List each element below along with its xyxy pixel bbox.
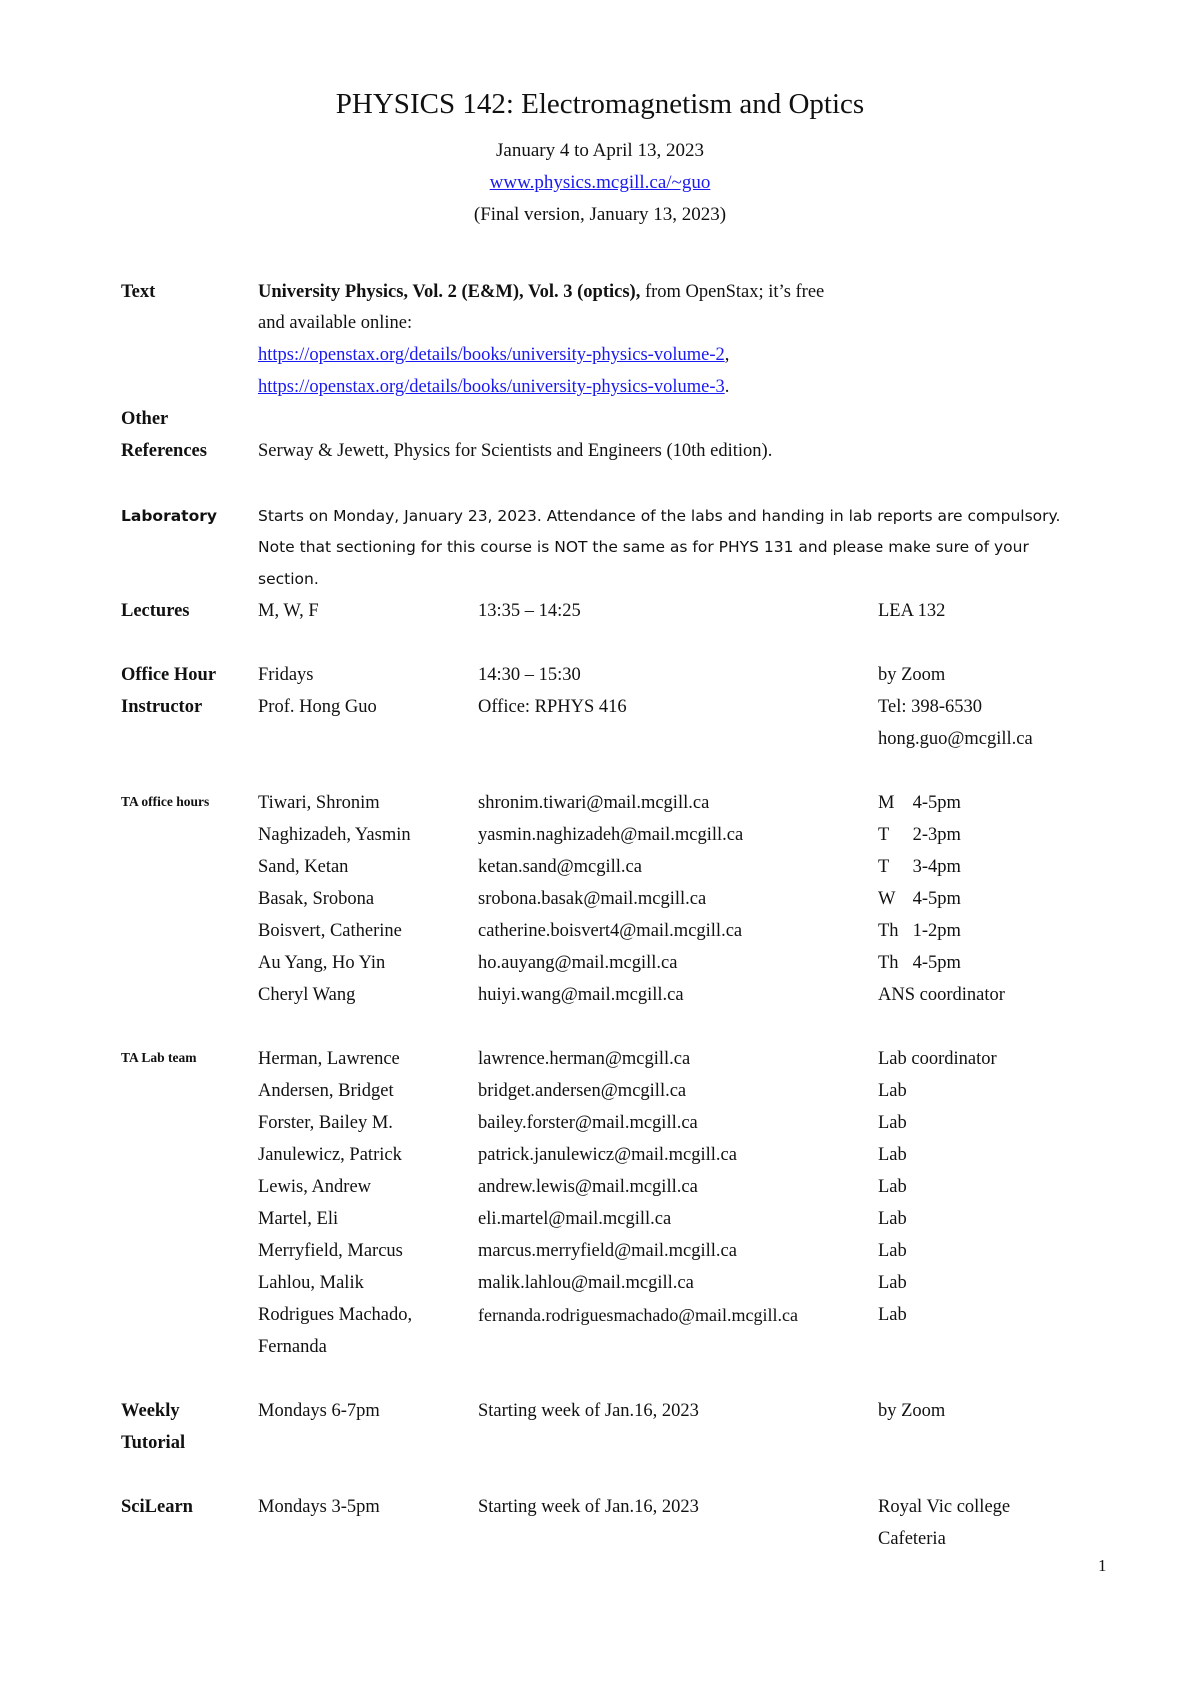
lab-ta-name: Rodrigues Machado, — [258, 1305, 413, 1325]
ta-hours: T 2-3pm — [878, 825, 961, 845]
openstax-vol3-link[interactable]: https://openstax.org/details/books/university-physics-volume-3 — [258, 377, 725, 397]
tutorial-where: by Zoom — [878, 1401, 946, 1421]
ta-name: Sand, Ketan — [258, 857, 349, 877]
lab-ta-email: marcus.merryfield@mail.mcgill.ca — [478, 1241, 737, 1261]
page-title: PHYSICS 142: Electromagnetism and Optics — [335, 88, 865, 120]
textbook-line-2: and available online: — [258, 313, 413, 333]
lab-ta-role: Lab — [878, 1273, 907, 1293]
lab-ta-email: fernanda.rodriguesmachado@mail.mcgill.ca — [478, 1305, 798, 1325]
ta-name: Naghizadeh, Yasmin — [258, 825, 411, 845]
text-label: Text — [121, 282, 156, 302]
office-hour-days: Fridays — [258, 665, 314, 685]
instructor-tel: Tel: 398-6530 — [878, 697, 983, 717]
instructor-office: Office: RPHYS 416 — [478, 697, 627, 717]
ta-role: ANS coordinator — [878, 985, 1005, 1005]
office-hour-where: by Zoom — [878, 665, 946, 685]
ta-email: catherine.boisvert4@mail.mcgill.ca — [478, 921, 743, 941]
office-hour-time: 14:30 – 15:30 — [478, 665, 581, 685]
ta-hours: W 4-5pm — [878, 889, 961, 909]
laboratory-line-2: Note that sectioning for this course is NOT the same as for PHYS 131 and please make sure of your — [258, 538, 1029, 556]
lab-ta-email: andrew.lewis@mail.mcgill.ca — [478, 1177, 698, 1197]
laboratory-label: Laboratory — [121, 507, 217, 525]
ta-hours: Th 4-5pm — [878, 953, 961, 973]
lab-ta-role: Lab — [878, 1305, 907, 1325]
scilearn-when: Mondays 3-5pm — [258, 1497, 380, 1517]
lab-ta-email: malik.lahlou@mail.mcgill.ca — [478, 1273, 694, 1293]
office-hour-label: Office Hour — [121, 665, 217, 685]
ta-hours: T 3-4pm — [878, 857, 961, 877]
tutorial-when: Mondays 6-7pm — [258, 1401, 380, 1421]
ta-hours: Th 1-2pm — [878, 921, 961, 941]
textbook-line: University Physics, Vol. 2 (E&M), Vol. 3 (optics), from OpenStax; it’s free — [258, 282, 825, 302]
lab-ta-email: patrick.janulewicz@mail.mcgill.ca — [478, 1145, 737, 1165]
lab-ta-name: Lahlou, Malik — [258, 1273, 364, 1293]
lab-ta-role: Lab — [878, 1113, 907, 1133]
ta-hours: M 4-5pm — [878, 793, 961, 813]
ta-email: ketan.sand@mcgill.ca — [478, 857, 642, 877]
lab-ta-email: bailey.forster@mail.mcgill.ca — [478, 1113, 698, 1133]
openstax-vol2-link[interactable]: https://openstax.org/details/books/university-physics-volume-2 — [258, 345, 725, 365]
lab-ta-name: Forster, Bailey M. — [258, 1113, 393, 1133]
lectures-label: Lectures — [121, 601, 190, 621]
laboratory-line-1: Starts on Monday, January 23, 2023. Attendance of the labs and handing in lab reports are compulsory. — [258, 507, 1061, 525]
textbook-title: University Physics, Vol. 2 (E&M), Vol. 3 (optics), — [258, 282, 641, 302]
ta-email: yasmin.naghizadeh@mail.mcgill.ca — [478, 825, 744, 845]
ta-email: shronim.tiwari@mail.mcgill.ca — [478, 793, 710, 813]
lab-ta-name: Janulewicz, Patrick — [258, 1145, 402, 1165]
other-label: Other — [121, 409, 169, 429]
ta-office-hours-label: TA office hours — [121, 794, 210, 809]
ta-email: srobona.basak@mail.mcgill.ca — [478, 889, 707, 909]
lectures-time: 13:35 – 14:25 — [478, 601, 581, 621]
laboratory-line-3: section. — [258, 570, 319, 588]
lectures-days: M, W, F — [258, 601, 319, 621]
lab-ta-role: Lab — [878, 1241, 907, 1261]
lab-ta-role: Lab — [878, 1209, 907, 1229]
lab-ta-role: Lab — [878, 1081, 907, 1101]
ta-name: Tiwari, Shronim — [258, 793, 380, 813]
lab-ta-name: Merryfield, Marcus — [258, 1241, 403, 1261]
lab-ta-role: Lab coordinator — [878, 1049, 997, 1069]
version-note: (Final version, January 13, 2023) — [473, 204, 727, 225]
instructor-email: hong.guo@mcgill.ca — [878, 729, 1033, 749]
ta-name: Au Yang, Ho Yin — [258, 953, 386, 973]
scilearn-label: SciLearn — [121, 1497, 193, 1517]
scilearn-where-2: Cafeteria — [878, 1529, 946, 1549]
ta-name: Cheryl Wang — [258, 985, 356, 1005]
ta-lab-team-label: TA Lab team — [121, 1050, 197, 1065]
ta-name: Basak, Srobona — [258, 889, 375, 909]
lab-ta-email: bridget.andersen@mcgill.ca — [478, 1081, 687, 1101]
scilearn-where-1: Royal Vic college — [878, 1497, 1011, 1517]
page-number: 1 — [1098, 1556, 1107, 1575]
lab-ta-name: Lewis, Andrew — [258, 1177, 372, 1197]
lab-ta-name: Andersen, Bridget — [258, 1081, 394, 1101]
ta-email: ho.auyang@mail.mcgill.ca — [478, 953, 678, 973]
ta-email: huiyi.wang@mail.mcgill.ca — [478, 985, 684, 1005]
website-link[interactable]: www.physics.mcgill.ca/~guo — [489, 172, 711, 193]
lab-ta-email: eli.martel@mail.mcgill.ca — [478, 1209, 672, 1229]
lab-ta-role: Lab — [878, 1145, 907, 1165]
lab-ta-name: Martel, Eli — [258, 1209, 339, 1229]
ta-name: Boisvert, Catherine — [258, 921, 402, 941]
tutorial-start: Starting week of Jan.16, 2023 — [478, 1401, 699, 1421]
lab-ta-name-continued: Fernanda — [258, 1337, 327, 1357]
instructor-label: Instructor — [121, 697, 203, 717]
tutorial-label: Tutorial — [121, 1433, 186, 1453]
lab-ta-email: lawrence.herman@mcgill.ca — [478, 1049, 691, 1069]
lectures-room: LEA 132 — [878, 601, 946, 621]
weekly-label: Weekly — [121, 1401, 180, 1421]
lab-ta-name: Herman, Lawrence — [258, 1049, 400, 1069]
other-references-value: Serway & Jewett, Physics for Scientists and Engineers (10th edition). — [258, 441, 773, 461]
references-label: References — [121, 441, 207, 461]
course-dates: January 4 to April 13, 2023 — [496, 140, 704, 161]
instructor-name: Prof. Hong Guo — [258, 697, 377, 717]
lab-ta-role: Lab — [878, 1177, 907, 1197]
scilearn-start: Starting week of Jan.16, 2023 — [478, 1497, 699, 1517]
